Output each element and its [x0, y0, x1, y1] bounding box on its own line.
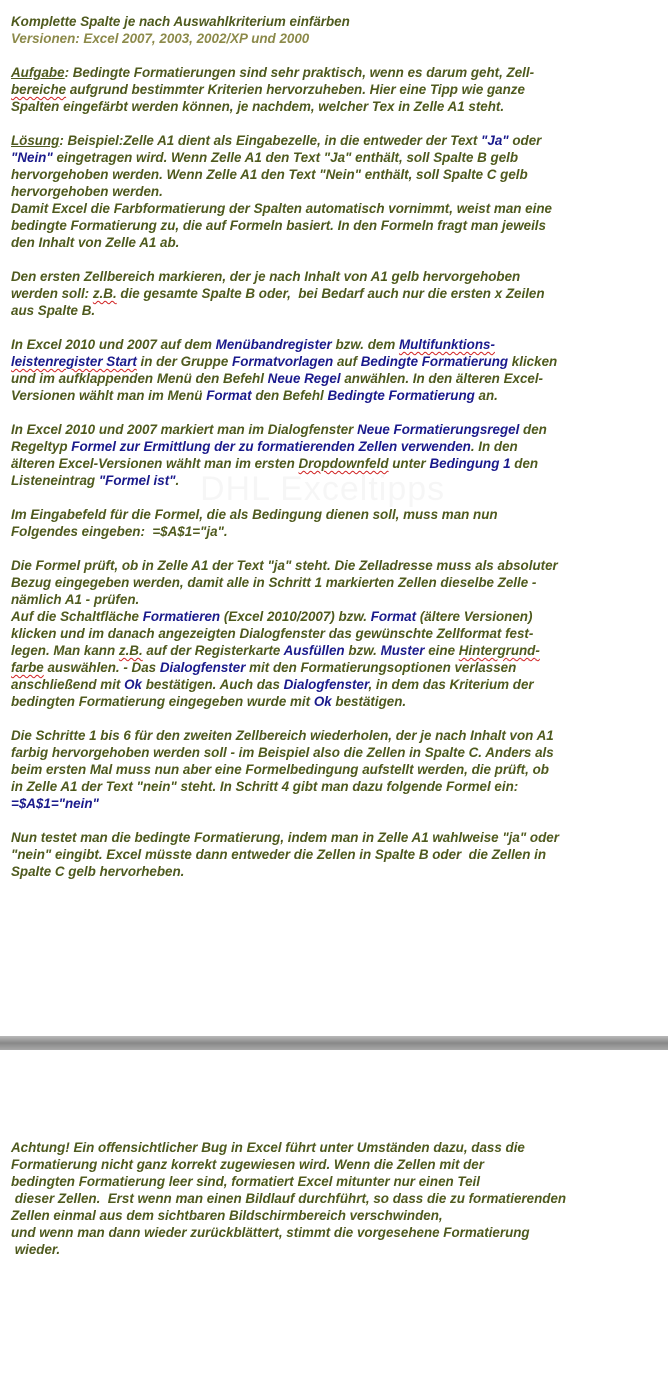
- text: Die Formel prüft, ob in Zelle A1 der Text "ja" steht. Die Zelladresse muss als absoluter: [11, 558, 558, 573]
- text: hervorgehoben werden.: [11, 184, 163, 199]
- keyword-formatieren: Formatieren: [142, 609, 221, 624]
- loesung-label: Lösung: [11, 133, 60, 148]
- text: Versionen wählt man im Menü: [11, 388, 207, 403]
- text: bzw.: [344, 643, 381, 658]
- spellcheck-word: Hintergrund-: [458, 643, 540, 658]
- text: In Excel 2010 und 2007 auf dem: [11, 337, 216, 352]
- text: Regeltyp: [11, 439, 72, 454]
- text: in der Gruppe: [136, 354, 233, 369]
- text: an.: [474, 388, 498, 403]
- text: in Zelle A1 der Text "nein" steht. In Schritt 4 gibt man dazu folgende Formel ein:: [11, 779, 519, 794]
- text: den: [519, 422, 547, 437]
- section-loesung: [11, 132, 661, 251]
- section-step-regeltyp: [11, 421, 661, 489]
- text: eingetragen wird. Wenn Zelle A1 den Text "Ja" enthält, soll Spalte B gelb: [52, 150, 519, 165]
- keyword-dialogfenster: Dialogfenster: [159, 660, 246, 675]
- text: Im Eingabefeld für die Formel, die als Bedingung dienen soll, muss man nun: [11, 507, 498, 522]
- text: bedingten Formatierung leer sind, formatiert Excel mitunter nur einen Teil: [11, 1174, 480, 1189]
- spellcheck-word: farbe: [11, 660, 44, 675]
- text: bedingte Formatierung zu, die auf Formeln basiert. In den Formeln fragt man jeweils: [11, 218, 546, 233]
- text: bestätigen.: [331, 694, 407, 709]
- text: älteren Excel-Versionen wählt man im ersten: [11, 456, 299, 471]
- text: werden soll:: [11, 286, 93, 301]
- text: den Befehl: [251, 388, 328, 403]
- text: "nein" eingibt. Excel müsste dann entweder die Zellen in Spalte B oder die Zellen in: [11, 847, 547, 862]
- text: klicken und im danach angezeigten Dialogfenster das gewünschte Zellformat fest-: [11, 626, 534, 641]
- text: mit den Formatierungsoptionen verlassen: [245, 660, 517, 675]
- text: Nun testet man die bedingte Formatierung, indem man in Zelle A1 wahlweise "ja" oder: [11, 830, 559, 845]
- text: .: [175, 473, 180, 488]
- formula-nein: =$A$1="nein": [11, 796, 99, 811]
- text: eine: [424, 643, 459, 658]
- keyword-format: Format: [206, 388, 252, 403]
- section-step-wiederholen: [11, 727, 661, 812]
- text: anschließend mit: [11, 677, 125, 692]
- text: oder: [508, 133, 542, 148]
- text: wieder.: [11, 1242, 61, 1257]
- keyword-leistenregister: leistenregister Start: [11, 354, 137, 369]
- text: legen. Man kann: [11, 643, 119, 658]
- text: Formatierung nicht ganz korrekt zugewiesen wird. Wenn die Zellen mit der: [11, 1157, 484, 1172]
- keyword-bedingte-formatierung: Bedingte Formatierung: [360, 354, 509, 369]
- text: Damit Excel die Farbformatierung der Spalten automatisch vornimmt, weist man eine: [11, 201, 552, 216]
- text: unter: [388, 456, 430, 471]
- keyword-dialogfenster: Dialogfenster: [283, 677, 369, 692]
- page-break-divider: [0, 1036, 668, 1050]
- aufgabe-label: Aufgabe: [11, 65, 65, 80]
- text: den Inhalt von Zelle A1 ab.: [11, 235, 180, 250]
- text: bestätigen. Auch das: [141, 677, 284, 692]
- spellcheck-word: z.B.: [92, 286, 117, 301]
- keyword-formatvorlagen: Formatvorlagen: [232, 354, 334, 369]
- keyword-ok: Ok: [313, 694, 332, 709]
- keyword-format: Format: [370, 609, 417, 624]
- spellcheck-word: z.B.: [118, 643, 143, 658]
- text: bedingten Formatierung eingegeben wurde mit: [11, 694, 314, 709]
- section-aufgabe: [11, 64, 661, 115]
- text: Zellen einmal aus dem sichtbaren Bildschirmbereich verschwinden,: [11, 1208, 443, 1223]
- text: In Excel 2010 und 2007 markiert man im Dialogfenster: [11, 422, 358, 437]
- keyword-formel-ist: "Formel ist": [98, 473, 176, 488]
- keyword-bedingte-formatierung: Bedingte Formatierung: [327, 388, 475, 403]
- text: , in dem das Kriterium der: [368, 677, 534, 692]
- keyword-menuband: Menübandregister: [215, 337, 332, 352]
- text: und im aufklappenden Menü den Befehl: [11, 371, 268, 386]
- keyword-ausfuellen: Ausfüllen: [283, 643, 345, 658]
- keyword-neue-formatierungsregel: Neue Formatierungsregel: [357, 422, 520, 437]
- text: bzw. dem: [331, 337, 399, 352]
- text: und wenn man dann wieder zurückblättert, stimmt die vorgesehene Formatierung: [11, 1225, 530, 1240]
- keyword-muster: Muster: [380, 643, 425, 658]
- spellcheck-word: Dropdownfeld: [298, 456, 389, 471]
- section-step-markieren: [11, 268, 661, 319]
- text: nämlich A1 - prüfen.: [11, 592, 140, 607]
- text: Spalte C gelb hervorheben.: [11, 864, 185, 879]
- text: Den ersten Zellbereich markieren, der je nach Inhalt von A1 gelb hervorgehoben: [11, 269, 521, 284]
- keyword-bedingung-1: Bedingung 1: [429, 456, 511, 471]
- text: auf: [333, 354, 361, 369]
- keyword-formel-regeltyp: Formel zur Ermittlung der zu formatierenden Zellen verwenden: [71, 439, 471, 454]
- spellcheck-word: bereiche: [11, 82, 67, 97]
- text: aus Spalte B.: [11, 303, 96, 318]
- keyword-nein: "Nein": [11, 150, 53, 165]
- text: (ältere Versionen): [416, 609, 533, 624]
- section-step-pruefen: [11, 557, 661, 710]
- text: Achtung! Ein offensichtlicher Bug in Excel führt unter Umständen dazu, dass die: [11, 1140, 525, 1155]
- keyword-multifunktion: Multifunktions-: [398, 337, 495, 352]
- text: : Beispiel:Zelle A1 dient als Eingabezelle, in die entweder der Text: [59, 133, 482, 148]
- text: Die Schritte 1 bis 6 für den zweiten Zellbereich wiederholen, der je nach Inhalt von A1: [11, 728, 554, 743]
- section-bug-note: [11, 1139, 661, 1258]
- text: auf der Registerkarte: [142, 643, 284, 658]
- text: auswählen. - Das: [43, 660, 160, 675]
- keyword-ja: "Ja": [481, 133, 509, 148]
- keyword-neue-regel: Neue Regel: [267, 371, 341, 386]
- text: Spalten eingefärbt werden können, je nachdem, welcher Tex in Zelle A1 steht.: [11, 99, 505, 114]
- text: die gesamte Spalte B oder, bei Bedarf auch nur die ersten x Zeilen: [116, 286, 545, 301]
- section-step-eingabe: [11, 506, 661, 540]
- text: aufgrund bestimmter Kriterien hervorzuheben. Hier eine Tipp wie ganze: [66, 82, 525, 97]
- doc-title: Komplette Spalte je nach Auswahlkriterium einfärben: [11, 14, 350, 29]
- text: : Bedingte Formatierungen sind sehr praktisch, wenn es darum geht, Zell-: [64, 65, 535, 80]
- text: den: [510, 456, 539, 471]
- text: Listeneintrag: [11, 473, 99, 488]
- text: klicken: [508, 354, 558, 369]
- text: (Excel 2010/2007) bzw.: [220, 609, 371, 624]
- text: Auf die Schaltfläche: [11, 609, 143, 624]
- document-body: [11, 13, 661, 880]
- doc-versions: Versionen: Excel 2007, 2003, 2002/XP und 2000: [11, 31, 310, 46]
- text: Folgendes eingeben: =$A$1="ja".: [11, 524, 228, 539]
- text: beim ersten Mal muss nun aber eine Formelbedingung aufstellt werden, die prüft, ob: [11, 762, 549, 777]
- section-step-menue: [11, 336, 661, 404]
- text: hervorgehoben werden. Wenn Zelle A1 den Text "Nein" enthält, soll Spalte C gelb: [11, 167, 528, 182]
- text: . In den: [470, 439, 518, 454]
- text: Bezug eingegeben werden, damit alle in Schritt 1 markierten Zellen dieselbe Zelle -: [11, 575, 537, 590]
- text: anwählen. In den älteren Excel-: [340, 371, 544, 386]
- text: farbig hervorgehoben werden soll - im Beispiel also die Zellen in Spalte C. Anders als: [11, 745, 554, 760]
- section-step-testen: [11, 829, 661, 880]
- keyword-ok: Ok: [124, 677, 142, 692]
- text: dieser Zellen. Erst wenn man einen Bildlauf durchführt, so dass die zu formatierenden: [11, 1191, 567, 1206]
